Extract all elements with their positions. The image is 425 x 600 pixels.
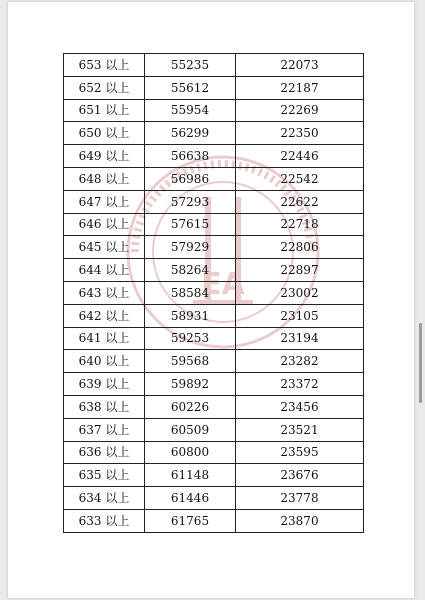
table-row: [64, 487, 364, 510]
table-row: [64, 281, 364, 304]
cumulative-count-cell: 60226: [145, 395, 236, 418]
second-count-cell: 23002: [236, 281, 364, 304]
score-cell: 635 以上: [64, 464, 145, 487]
table-row: [64, 259, 364, 282]
table-row: [64, 395, 364, 418]
second-count-cell: 23778: [236, 487, 364, 510]
cumulative-count-cell: 61765: [145, 509, 236, 532]
second-count-cell: 23194: [236, 327, 364, 350]
score-cell: 650 以上: [64, 122, 145, 145]
second-count-cell: 22718: [236, 213, 364, 236]
second-count-cell: 23521: [236, 418, 364, 441]
score-cell: 647 以上: [64, 190, 145, 213]
table-row: [64, 304, 364, 327]
table-row: [64, 76, 364, 99]
score-cell: 652 以上: [64, 76, 145, 99]
cumulative-count-cell: 56638: [145, 145, 236, 168]
table-row: [64, 350, 364, 373]
table-row: [64, 418, 364, 441]
table-row: [64, 99, 364, 122]
table-row: [64, 213, 364, 236]
table-row: [64, 509, 364, 532]
score-cell: 637 以上: [64, 418, 145, 441]
table-row: [64, 327, 364, 350]
watermark-monogram: EA: [201, 267, 245, 302]
table-row: [64, 190, 364, 213]
vertical-scrollbar[interactable]: [419, 323, 422, 403]
score-cell: 643 以上: [64, 281, 145, 304]
table-row: [64, 441, 364, 464]
second-count-cell: 22897: [236, 259, 364, 282]
score-cell: 644 以上: [64, 259, 145, 282]
second-count-cell: 22806: [236, 236, 364, 259]
cumulative-count-cell: 59892: [145, 373, 236, 396]
cumulative-count-cell: 60509: [145, 418, 236, 441]
table-row: [64, 373, 364, 396]
score-cell: 633 以上: [64, 509, 145, 532]
score-cell: 639 以上: [64, 373, 145, 396]
table-row: [64, 464, 364, 487]
cumulative-count-cell: 61446: [145, 487, 236, 510]
second-count-cell: 23870: [236, 509, 364, 532]
second-count-cell: 22073: [236, 54, 364, 77]
second-count-cell: 23676: [236, 464, 364, 487]
score-cell: 638 以上: [64, 395, 145, 418]
table-row: [64, 145, 364, 168]
cumulative-count-cell: 56986: [145, 167, 236, 190]
second-count-cell: 23595: [236, 441, 364, 464]
score-cell: 649 以上: [64, 145, 145, 168]
table-row: [64, 167, 364, 190]
cumulative-count-cell: 59253: [145, 327, 236, 350]
second-count-cell: 22542: [236, 167, 364, 190]
second-count-cell: 23282: [236, 350, 364, 373]
table-row: [64, 236, 364, 259]
score-cell: 640 以上: [64, 350, 145, 373]
second-count-cell: 22187: [236, 76, 364, 99]
score-cell: 646 以上: [64, 213, 145, 236]
cumulative-count-cell: 59568: [145, 350, 236, 373]
table-row: [64, 122, 364, 145]
cumulative-count-cell: 55612: [145, 76, 236, 99]
score-distribution-table: [63, 53, 364, 533]
second-count-cell: 23456: [236, 395, 364, 418]
cumulative-count-cell: 60800: [145, 441, 236, 464]
score-cell: 645 以上: [64, 236, 145, 259]
score-cell: 641 以上: [64, 327, 145, 350]
score-cell: 653 以上: [64, 54, 145, 77]
cumulative-count-cell: 57293: [145, 190, 236, 213]
second-count-cell: 22350: [236, 122, 364, 145]
second-count-cell: 22446: [236, 145, 364, 168]
cumulative-count-cell: 58584: [145, 281, 236, 304]
document-page: [8, 2, 414, 598]
table-row: [64, 54, 364, 77]
score-cell: 636 以上: [64, 441, 145, 464]
cumulative-count-cell: 55954: [145, 99, 236, 122]
cumulative-count-cell: 55235: [145, 54, 236, 77]
cumulative-count-cell: 58264: [145, 259, 236, 282]
second-count-cell: 22269: [236, 99, 364, 122]
second-count-cell: 23372: [236, 373, 364, 396]
cumulative-count-cell: 57929: [145, 236, 236, 259]
cumulative-count-cell: 61148: [145, 464, 236, 487]
score-cell: 648 以上: [64, 167, 145, 190]
second-count-cell: 23105: [236, 304, 364, 327]
cumulative-count-cell: 58931: [145, 304, 236, 327]
score-cell: 634 以上: [64, 487, 145, 510]
score-cell: 642 以上: [64, 304, 145, 327]
table-body: [64, 54, 364, 533]
cumulative-count-cell: 57615: [145, 213, 236, 236]
second-count-cell: 22622: [236, 190, 364, 213]
score-cell: 651 以上: [64, 99, 145, 122]
cumulative-count-cell: 56299: [145, 122, 236, 145]
